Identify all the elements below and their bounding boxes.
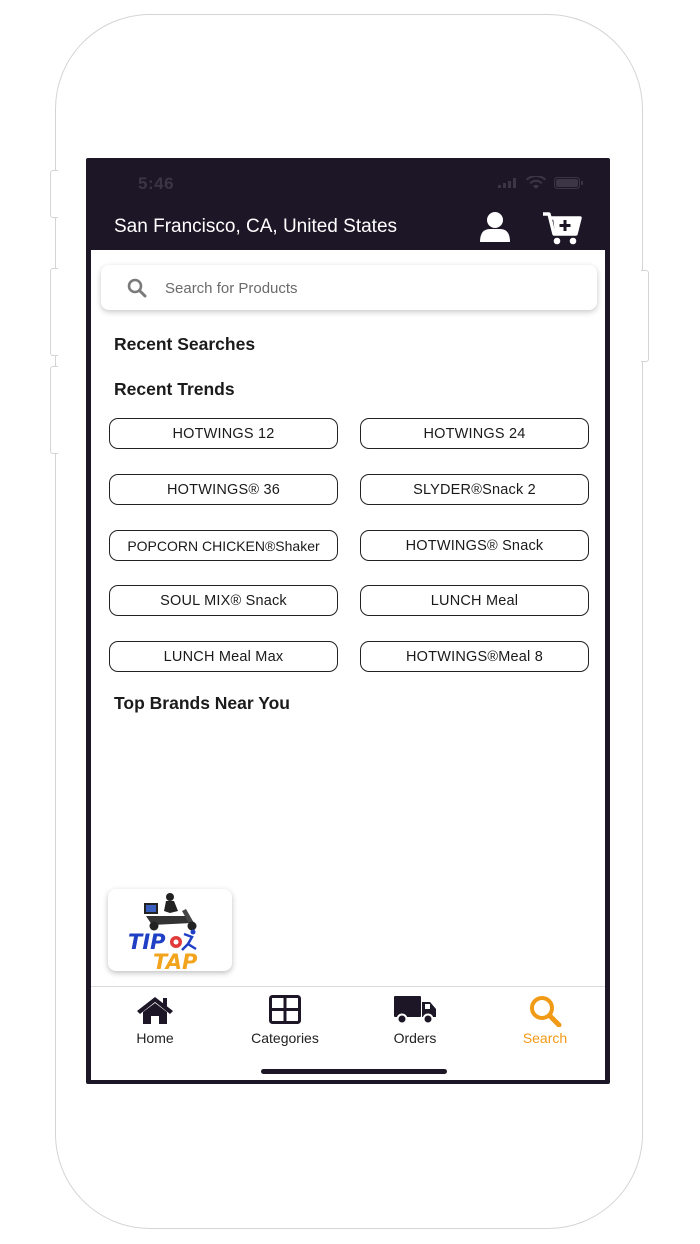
signal-icon [498, 178, 518, 188]
trend-chip[interactable]: POPCORN CHICKEN®Shaker [109, 530, 338, 561]
svg-text:TIP: TIP [128, 930, 166, 954]
runner-icon [170, 930, 196, 951]
truck-icon [393, 995, 437, 1025]
side-button-volume-down [50, 366, 58, 454]
search-icon [127, 278, 147, 298]
tab-home-label: Home [136, 1030, 174, 1046]
grid-icon [269, 995, 301, 1025]
status-bar [86, 158, 610, 208]
search-input[interactable] [163, 276, 567, 300]
recent-trends-title: Recent Trends [114, 379, 235, 399]
battery-icon [554, 177, 584, 189]
trend-chip[interactable]: LUNCH Meal Max [109, 641, 338, 672]
trend-chip[interactable]: SOUL MIX® Snack [109, 585, 338, 616]
scooter-icon [144, 893, 197, 931]
tab-search-label: Search [522, 1030, 568, 1046]
trend-chip[interactable]: HOTWINGS®Meal 8 [360, 641, 589, 672]
tab-orders-label: Orders [393, 1030, 437, 1046]
trend-chip[interactable]: SLYDER®Snack 2 [360, 474, 589, 505]
tab-categories[interactable] [221, 987, 349, 1057]
trend-chip[interactable]: LUNCH Meal [360, 585, 589, 616]
cart-plus-icon[interactable] [541, 210, 583, 246]
search-icon [528, 995, 562, 1027]
side-button-volume-up [50, 268, 58, 356]
wifi-icon [526, 176, 546, 190]
home-indicator [261, 1069, 447, 1074]
brand-card-tiptap[interactable] [108, 889, 232, 971]
svg-text:TAP: TAP [153, 950, 198, 971]
location-label[interactable]: San Francisco, CA, United States [114, 216, 398, 237]
app-screen [86, 158, 610, 1084]
trend-chip[interactable]: HOTWINGS 24 [360, 418, 589, 449]
tab-home[interactable] [91, 987, 219, 1057]
trend-chip[interactable]: HOTWINGS® 36 [109, 474, 338, 505]
tab-search[interactable] [481, 987, 609, 1057]
status-time: 5:46 [138, 174, 175, 193]
side-button-power [641, 270, 649, 362]
tiptap-logo [108, 889, 232, 971]
recent-searches-title: Recent Searches [114, 334, 256, 354]
side-button-mute [50, 170, 58, 218]
bottom-tab-bar [91, 986, 605, 1080]
trend-chip[interactable]: HOTWINGS 12 [109, 418, 338, 449]
content-area [91, 250, 605, 1079]
tab-orders[interactable] [351, 987, 479, 1057]
home-icon [135, 995, 175, 1025]
trend-chip[interactable]: HOTWINGS® Snack [360, 530, 589, 561]
user-icon[interactable] [478, 210, 512, 244]
tab-categories-label: Categories [251, 1030, 319, 1046]
search-bar[interactable] [101, 265, 597, 310]
top-brands-title: Top Brands Near You [114, 693, 290, 713]
